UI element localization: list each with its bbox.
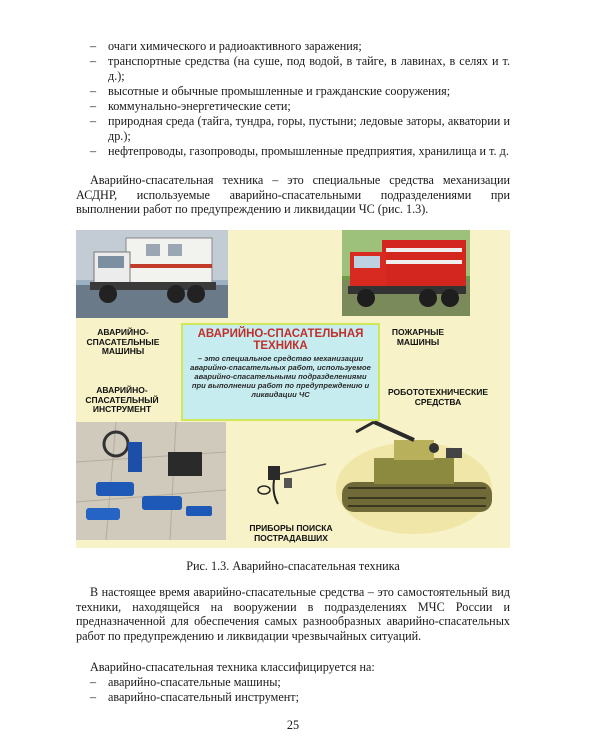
label-robotics: РОБОТОТЕХНИЧЕСКИЕ СРЕДСТВА	[387, 387, 488, 407]
list-item: – нефтепроводы, газопроводы, промышленные предприятия, хранилища и т. д.	[90, 144, 509, 158]
list-item: – очаги химического и радиоактивного заражения;	[90, 39, 362, 53]
list-item: – коммунально-энергетические сети;	[90, 99, 291, 113]
figure-caption: Рис. 1.3. Аварийно-спасательная техника	[186, 559, 400, 573]
fire-truck-photo	[342, 230, 470, 316]
list-item: – аварийно-спасательный инструмент;	[90, 690, 300, 704]
robot-photo	[334, 418, 494, 536]
definition-title: АВАРИЙНО-СПАСАТЕЛЬНАЯ ТЕХНИКА	[197, 328, 364, 352]
list-item: – природная среда (тайга, тундра, горы, пустыни; ледовые заторы, акватории и др.);	[90, 114, 510, 143]
list-item: – транспортные средства (на суше, под водой, в тайге, в лавинах, в селях и т. д.);	[90, 54, 510, 83]
label-fire-trucks: ПОЖАРНЫЕ МАШИНЫ	[391, 327, 445, 347]
label-rescue-vehicles: АВАРИЙНО-СПАСАТЕЛЬНЫЕ МАШИНЫ	[86, 327, 160, 356]
label-rescue-tools: АВАРИЙНО-СПАСАТЕЛЬНЫЙ ИНСТРУМЕНТ	[85, 385, 159, 414]
definition-text: – это специальное средство механизации аварийно-спасательных работ, используемое аварийно-спасательными подразделениями при выполнении работ по предупреждению и ликвидации ЧС	[190, 354, 371, 399]
page-number: 25	[286, 718, 300, 732]
list-item: – аварийно-спасательные машины;	[90, 675, 281, 689]
paragraph: В настоящее время аварийно-спасательные средства – это самостоятельный вид техники, находящейся на вооружении в подразделениях МЧС России и предназначенной для обеспечения самых разнообразных аварийно-спасательных работ по предупреждению и ликвидации чрезвычайных ситуаций.	[76, 585, 510, 643]
tools-photo	[76, 422, 226, 540]
definition-box	[181, 323, 380, 421]
rescue-truck-photo	[76, 230, 228, 318]
search-device-photo	[248, 460, 328, 508]
label-search-devices: ПРИБОРЫ ПОИСКА ПОСТРАДАВШИХ	[249, 523, 333, 543]
list-item: – высотные и обычные промышленные и гражданские сооружения;	[90, 84, 451, 98]
figure	[76, 230, 510, 548]
paragraph: Аварийно-спасательная техника классифицируется на:	[90, 660, 375, 674]
paragraph: Аварийно-спасательная техника – это специальные средства механизации АСДНР, используемые аварийно-спасательными подразделениями при выполнении работ по предупреждению и ликвидации ЧС (рис. 1.3).	[76, 173, 510, 217]
